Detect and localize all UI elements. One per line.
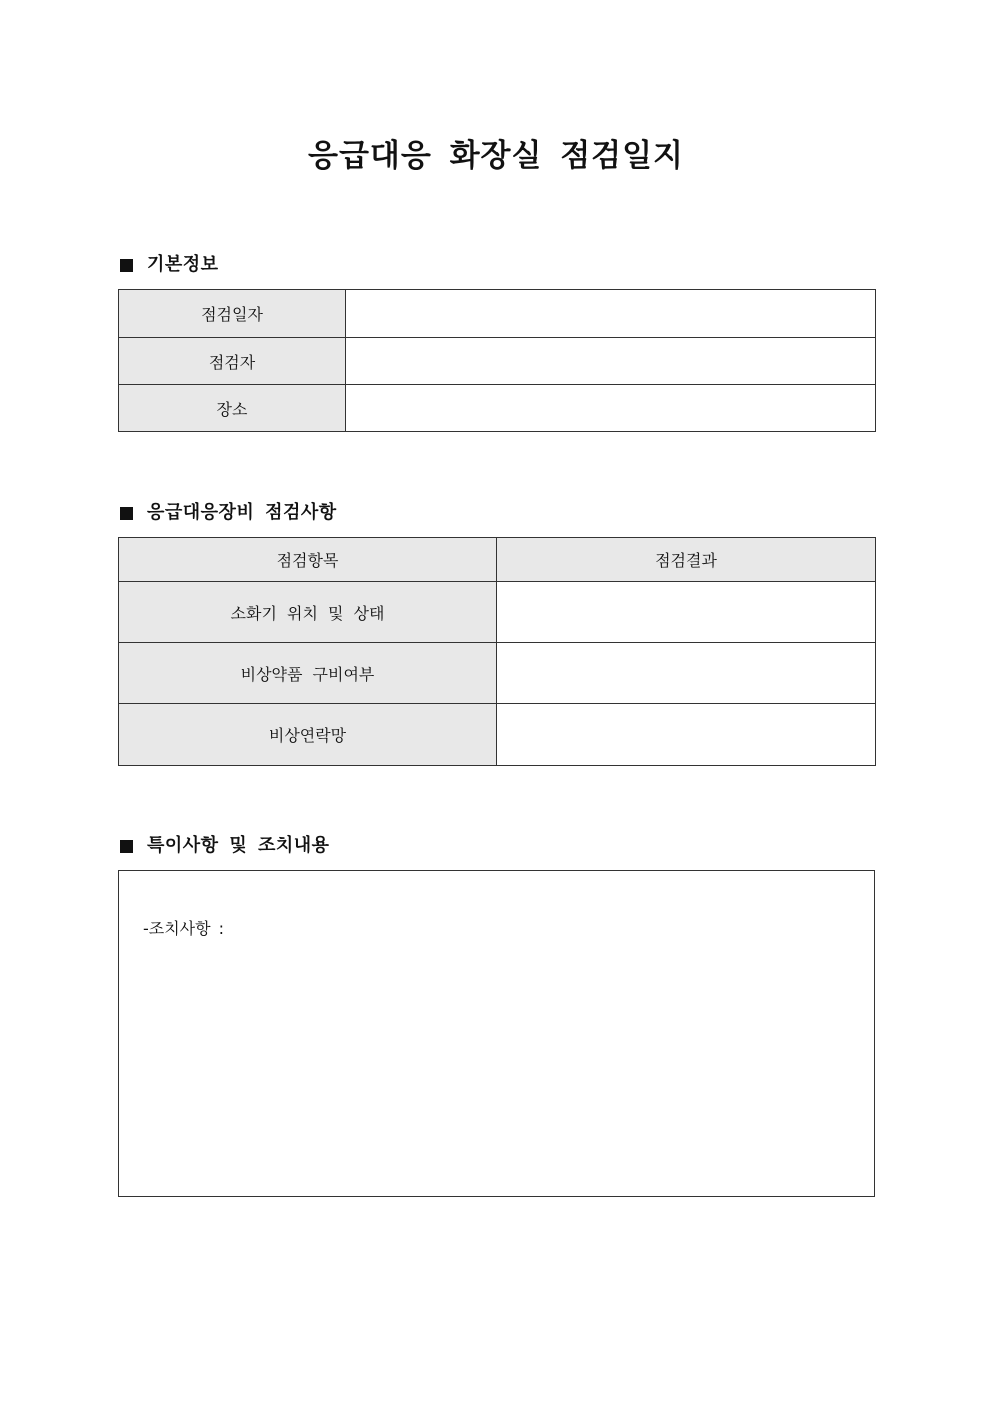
table-row xyxy=(119,643,876,704)
result-emergency-medicine-field[interactable] xyxy=(497,643,876,704)
action-taken-label: -조치사항 : xyxy=(143,919,225,938)
table-row xyxy=(119,290,876,338)
section-heading-notes xyxy=(118,834,330,858)
square-bullet-icon xyxy=(120,507,133,520)
inspection-date-label: 점검일자 xyxy=(119,290,346,338)
location-field[interactable] xyxy=(346,385,876,432)
square-bullet-icon xyxy=(120,840,133,853)
square-bullet-icon xyxy=(120,259,133,272)
table-row xyxy=(119,338,876,385)
page-title: 응급대응 화장실 점검일지 xyxy=(308,138,684,174)
result-emergency-contacts-field[interactable] xyxy=(497,704,876,766)
item-fire-extinguisher: 소화기 위치 및 상태 xyxy=(119,582,497,643)
inspector-field[interactable] xyxy=(346,338,876,385)
basic-info-table xyxy=(118,289,876,432)
inspector-label: 점검자 xyxy=(119,338,346,385)
item-emergency-medicine: 비상약품 구비여부 xyxy=(119,643,497,704)
section-heading-label: 기본정보 xyxy=(147,254,219,275)
column-header-item: 점검항목 xyxy=(119,538,497,582)
section-heading-equipment xyxy=(118,501,337,525)
table-row xyxy=(119,582,876,643)
notes-textarea[interactable] xyxy=(118,870,875,1197)
column-header-result: 점검결과 xyxy=(497,538,876,582)
table-row xyxy=(119,385,876,432)
result-fire-extinguisher-field[interactable] xyxy=(497,582,876,643)
table-row xyxy=(119,704,876,766)
equipment-table xyxy=(118,537,876,766)
section-heading-basic-info xyxy=(118,253,219,277)
section-heading-label: 특이사항 및 조치내용 xyxy=(147,835,330,856)
action-taken-line xyxy=(143,918,224,940)
table-header-row xyxy=(119,538,876,582)
location-label: 장소 xyxy=(119,385,346,432)
item-emergency-contacts: 비상연락망 xyxy=(119,704,497,766)
section-heading-label: 응급대응장비 점검사항 xyxy=(147,502,337,523)
inspection-date-field[interactable] xyxy=(346,290,876,338)
